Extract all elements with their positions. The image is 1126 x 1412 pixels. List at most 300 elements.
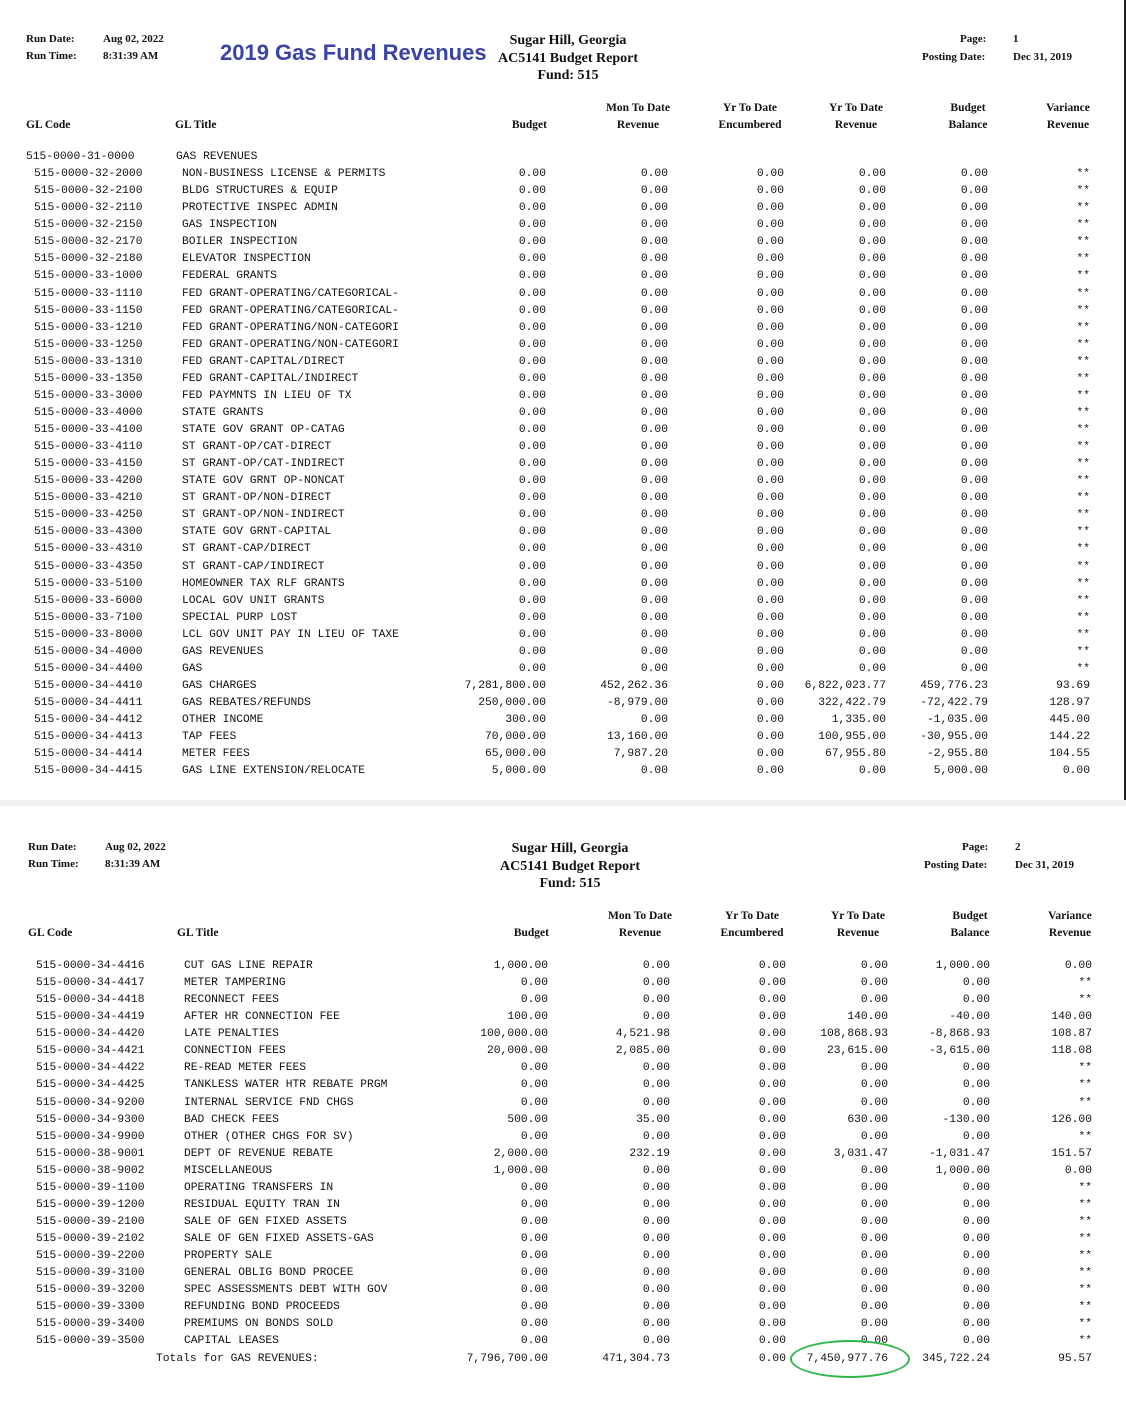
ytd-encumbered-cell: 0.00	[756, 236, 784, 249]
col-header-ytd-rev-line1: Yr To Date	[828, 102, 884, 114]
table-row	[0, 337, 1126, 354]
budget-balance-cell: 0.00	[960, 202, 988, 215]
gl-code-cell: 515-0000-33-7100	[34, 611, 143, 624]
table-row	[0, 746, 1126, 763]
variance-cell: **	[1076, 543, 1090, 556]
gl-title-cell: LOCAL GOV UNIT GRANTS	[182, 594, 325, 607]
col-header-gl-title: GL Title	[175, 119, 217, 131]
budget-cell: 70,000.00	[484, 731, 546, 744]
gl-code-cell: 515-0000-33-5100	[34, 577, 143, 590]
gl-code-cell: 515-0000-33-1310	[34, 355, 143, 368]
ytd-revenue-cell: 0.00	[858, 406, 886, 419]
mtd-revenue-cell: 0.00	[640, 543, 668, 556]
budget-cell: 0.00	[520, 1062, 548, 1075]
budget-balance-cell: 0.00	[960, 662, 988, 675]
budget-cell: 5,000.00	[491, 765, 546, 778]
table-row	[0, 1077, 1126, 1094]
ytd-encumbered-cell: 0.00	[758, 1164, 786, 1177]
col-header-ytd-enc-line1: Yr To Date	[724, 910, 780, 922]
variance-cell: **	[1076, 338, 1090, 351]
budget-cell: 0.00	[518, 219, 546, 232]
ytd-revenue-cell: 0.00	[860, 1318, 888, 1331]
col-header-budget: Budget	[513, 927, 549, 939]
col-header-mtd-line2: Revenue	[616, 119, 660, 131]
budget-balance-cell: 0.00	[962, 1301, 990, 1314]
ytd-revenue-cell: 0.00	[860, 1062, 888, 1075]
gl-title-cell: HOMEOWNER TAX RLF GRANTS	[182, 577, 345, 590]
gl-code-cell: 515-0000-34-4417	[36, 977, 145, 990]
mtd-revenue-cell: 0.00	[640, 287, 668, 300]
budget-balance-cell: 0.00	[960, 287, 988, 300]
ytd-revenue-cell: 0.00	[860, 994, 888, 1007]
budget-cell: 100,000.00	[480, 1028, 548, 1041]
gl-code-cell: 515-0000-33-4150	[34, 458, 143, 471]
ytd-encumbered-cell: 0.00	[758, 1096, 786, 1109]
gl-code-cell: 515-0000-34-4411	[34, 697, 143, 709]
ytd-revenue-cell: 322,422.79	[818, 697, 886, 709]
budget-cell: 65,000.00	[484, 748, 546, 761]
budget-cell: 250,000.00	[478, 697, 546, 709]
posting-date-label: Posting Date:	[924, 859, 988, 871]
ytd-revenue-cell: 1,335.00	[831, 714, 886, 727]
budget-cell: 0.00	[518, 202, 546, 215]
budget-balance-cell: -72,422.79	[920, 697, 988, 709]
ytd-revenue-cell: 0.00	[860, 1267, 888, 1280]
col-header-budget-balance	[918, 100, 1018, 134]
budget-balance-cell: 0.00	[960, 543, 988, 556]
gl-code-cell: 515-0000-38-9002	[36, 1164, 145, 1177]
gl-title-cell: GAS LINE EXTENSION/RELOCATE	[182, 765, 366, 778]
gl-title-cell: GENERAL OBLIG BOND PROCEE	[184, 1267, 354, 1280]
budget-cell: 0.00	[518, 424, 546, 436]
budget-cell: 0.00	[518, 321, 546, 334]
ytd-revenue-cell: 0.00	[858, 253, 886, 266]
gl-code-cell: 515-0000-34-4412	[34, 714, 143, 727]
ytd-encumbered-cell: 0.00	[756, 355, 784, 368]
gl-title-cell: SALE OF GEN FIXED ASSETS-GAS	[184, 1233, 374, 1245]
gl-title-cell: REFUNDING BOND PROCEEDS	[184, 1301, 340, 1314]
ytd-encumbered-cell: 0.00	[756, 628, 784, 641]
ytd-revenue-cell: 0.00	[858, 270, 886, 283]
col-header-mtd-line1: Mon To Date	[608, 910, 672, 922]
variance-cell: **	[1078, 1250, 1092, 1263]
budget-balance-cell: -130.00	[942, 1113, 990, 1126]
ytd-encumbered-cell: 0.00	[756, 577, 784, 590]
variance-cell: **	[1076, 321, 1090, 334]
budget-balance-cell: 0.00	[960, 509, 988, 522]
mtd-revenue-cell: 7,987.20	[613, 748, 668, 761]
ytd-encumbered-cell: 0.00	[758, 1301, 786, 1314]
variance-cell: **	[1078, 1096, 1092, 1109]
run-time-label: Run Time:	[28, 858, 79, 870]
table-row	[0, 456, 1126, 473]
variance-cell: 151.57	[1051, 1147, 1092, 1160]
ytd-revenue-cell: 0.00	[858, 645, 886, 658]
mtd-revenue-cell: 0.00	[642, 1267, 670, 1280]
mtd-revenue-cell: 0.00	[640, 372, 668, 385]
budget-cell: 20,000.00	[486, 1045, 548, 1058]
mtd-revenue-cell: 0.00	[642, 994, 670, 1007]
ytd-encumbered-cell: 0.00	[758, 1130, 786, 1143]
budget-cell: 0.00	[518, 236, 546, 249]
budget-cell: 0.00	[520, 1079, 548, 1092]
ytd-encumbered-cell: 0.00	[758, 1079, 786, 1092]
variance-cell: **	[1076, 628, 1090, 641]
ytd-revenue-cell: 0.00	[860, 1215, 888, 1228]
budget-cell: 0.00	[518, 560, 546, 573]
variance-cell: 93.69	[1056, 679, 1090, 692]
budget-balance-cell: 0.00	[962, 977, 990, 990]
table-row	[0, 422, 1126, 439]
ytd-encumbered-cell: 0.00	[756, 475, 784, 488]
budget-cell: 0.00	[518, 168, 546, 181]
budget-cell: 0.00	[518, 355, 546, 368]
gl-title-cell: DEPT OF REVENUE REBATE	[184, 1147, 334, 1160]
table-row	[0, 1043, 1126, 1060]
ytd-encumbered-cell: 0.00	[756, 372, 784, 385]
mtd-revenue-cell: 0.00	[642, 1233, 670, 1245]
mtd-revenue-cell: 0.00	[640, 458, 668, 471]
budget-balance-cell: 0.00	[960, 628, 988, 641]
budget-cell: 0.00	[520, 1130, 548, 1143]
gl-title-cell: FED GRANT-OPERATING/CATEGORICAL-	[182, 287, 399, 300]
variance-cell: **	[1076, 475, 1090, 488]
mtd-revenue-cell: 0.00	[640, 253, 668, 266]
mtd-revenue-cell: 0.00	[640, 355, 668, 368]
col-header-budget: Budget	[511, 119, 547, 131]
budget-cell: 0.00	[518, 577, 546, 590]
col-header-ytd-encumbered	[702, 908, 802, 942]
mtd-revenue-cell: 452,262.36	[600, 679, 668, 692]
budget-cell: 0.00	[518, 253, 546, 266]
budget-cell: 300.00	[505, 714, 546, 727]
totals-label: Totals for GAS REVENUES:	[156, 1353, 319, 1365]
col-header-mtd	[590, 908, 690, 942]
ytd-encumbered-cell: 0.00	[756, 338, 784, 351]
table-row	[0, 729, 1126, 746]
gl-title-cell: METER FEES	[182, 748, 250, 761]
budget-balance-cell: 0.00	[962, 1062, 990, 1075]
gl-code-cell: 515-0000-34-9300	[36, 1113, 145, 1126]
gl-code-cell: 515-0000-32-2000	[34, 168, 143, 181]
variance-cell: **	[1076, 168, 1090, 181]
table-row	[0, 149, 1126, 166]
budget-balance-cell: 0.00	[962, 1096, 990, 1109]
col-header-ytd-rev-line1: Yr To Date	[830, 910, 886, 922]
variance-cell: **	[1076, 509, 1090, 522]
variance-cell: **	[1078, 1318, 1092, 1331]
budget-cell: 0.00	[520, 1284, 548, 1297]
budget-balance-cell: 459,776.23	[920, 679, 988, 692]
gl-title-cell: FED PAYMNTS IN LIEU OF TX	[182, 389, 352, 402]
ytd-revenue-cell: 67,955.80	[824, 748, 886, 761]
table-row	[0, 234, 1126, 251]
totals-ytd-revenue: 7,450,977.76	[806, 1353, 888, 1365]
gl-title-cell: LATE PENALTIES	[184, 1028, 279, 1041]
gl-title-cell: TAP FEES	[182, 731, 237, 744]
gl-title-cell: STATE GOV GRNT OP-NONCAT	[182, 475, 345, 488]
budget-cell: 0.00	[518, 338, 546, 351]
ytd-revenue-cell: 0.00	[860, 1181, 888, 1194]
table-row	[0, 1248, 1126, 1265]
mtd-revenue-cell: 0.00	[640, 236, 668, 249]
ytd-encumbered-cell: 0.00	[756, 526, 784, 539]
table-row	[0, 166, 1126, 183]
report-title: 2019 Gas Fund Revenues	[220, 40, 487, 65]
gl-title-cell: GAS	[182, 662, 203, 675]
mtd-revenue-cell: 0.00	[640, 475, 668, 488]
ytd-revenue-cell: 0.00	[860, 1233, 888, 1245]
variance-cell: **	[1076, 611, 1090, 624]
budget-cell: 0.00	[518, 662, 546, 675]
gl-title-cell: ST GRANT-OP/NON-INDIRECT	[182, 509, 345, 522]
mtd-revenue-cell: 0.00	[642, 1198, 670, 1211]
table-row	[0, 712, 1126, 729]
budget-cell: 0.00	[518, 492, 546, 505]
ytd-revenue-cell: 0.00	[858, 594, 886, 607]
run-date-value: Aug 02, 2022	[105, 841, 166, 853]
mtd-revenue-cell: 0.00	[642, 1301, 670, 1314]
variance-cell: **	[1078, 1301, 1092, 1314]
gl-code-cell: 515-0000-32-2100	[34, 185, 143, 198]
ytd-encumbered-cell: 0.00	[758, 1318, 786, 1331]
posting-date-value: Dec 31, 2019	[1013, 51, 1072, 63]
run-time-value: 8:31:39 AM	[103, 50, 159, 62]
gl-title-cell: CAPITAL LEASES	[184, 1335, 279, 1348]
mtd-revenue-cell: 0.00	[640, 765, 668, 778]
mtd-revenue-cell: -8,979.00	[606, 697, 668, 709]
gl-title-cell: PROPERTY SALE	[184, 1250, 273, 1263]
run-time-label: Run Time:	[26, 50, 77, 62]
gl-code-cell: 515-0000-32-2150	[34, 219, 143, 232]
totals-variance: 95.57	[1058, 1353, 1092, 1365]
gl-code-cell: 515-0000-33-3000	[34, 389, 143, 402]
ytd-revenue-cell: 0.00	[858, 219, 886, 232]
variance-cell: **	[1076, 458, 1090, 471]
budget-balance-cell: 0.00	[960, 475, 988, 488]
budget-cell: 0.00	[518, 287, 546, 300]
budget-balance-cell: 0.00	[960, 355, 988, 368]
budget-balance-cell: 0.00	[962, 1233, 990, 1245]
budget-balance-cell: -3,615.00	[928, 1045, 990, 1058]
budget-balance-cell: 1,000.00	[935, 960, 990, 972]
budget-balance-cell: 0.00	[960, 321, 988, 334]
ytd-revenue-cell: 3,031.47	[833, 1147, 888, 1160]
ytd-revenue-cell: 108,868.93	[820, 1028, 888, 1041]
posting-date-label: Posting Date:	[922, 51, 986, 63]
mtd-revenue-cell: 2,085.00	[615, 1045, 670, 1058]
table-row	[0, 1112, 1126, 1129]
mtd-revenue-cell: 0.00	[640, 611, 668, 624]
mtd-revenue-cell: 0.00	[640, 628, 668, 641]
variance-cell: **	[1076, 355, 1090, 368]
ytd-revenue-cell: 0.00	[858, 424, 886, 436]
table-row	[0, 593, 1126, 610]
ytd-encumbered-cell: 0.00	[756, 441, 784, 454]
ytd-encumbered-cell: 0.00	[756, 594, 784, 607]
variance-cell: **	[1076, 219, 1090, 232]
col-header-gl-title: GL Title	[177, 927, 219, 939]
fund-label: Fund: 515	[537, 68, 599, 83]
budget-cell: 0.00	[518, 543, 546, 556]
budget-balance-cell: 0.00	[960, 645, 988, 658]
budget-balance-cell: 0.00	[960, 406, 988, 419]
gl-title-cell: MISCELLANEOUS	[184, 1164, 273, 1177]
page-number: 2	[1015, 841, 1021, 853]
ytd-encumbered-cell: 0.00	[756, 765, 784, 778]
budget-cell: 0.00	[518, 270, 546, 283]
variance-cell: **	[1076, 662, 1090, 675]
table-row	[0, 354, 1126, 371]
gl-code-cell: 515-0000-32-2110	[34, 202, 143, 215]
mtd-revenue-cell: 0.00	[640, 321, 668, 334]
run-date-label: Run Date:	[28, 841, 77, 853]
ytd-encumbered-cell: 0.00	[756, 270, 784, 283]
variance-cell: **	[1076, 389, 1090, 402]
variance-cell: **	[1076, 236, 1090, 249]
totals-ytd-encumbered: 0.00	[758, 1353, 786, 1365]
gl-title-cell: STATE GOV GRNT-CAPITAL	[182, 526, 332, 539]
table-row	[0, 1163, 1126, 1180]
mtd-revenue-cell: 0.00	[640, 389, 668, 402]
ytd-revenue-cell: 0.00	[860, 977, 888, 990]
ytd-revenue-cell: 0.00	[858, 543, 886, 556]
gl-code-cell: 515-0000-33-4350	[34, 560, 143, 573]
ytd-revenue-cell: 0.00	[858, 611, 886, 624]
gl-title-cell: BOILER INSPECTION	[182, 236, 298, 249]
ytd-revenue-cell: 630.00	[847, 1113, 888, 1126]
totals-budget: 7,796,700.00	[466, 1353, 548, 1365]
col-header-bal-line1: Budget	[950, 102, 986, 114]
ytd-revenue-cell: 0.00	[860, 1079, 888, 1092]
budget-cell: 0.00	[518, 509, 546, 522]
table-row	[0, 303, 1126, 320]
ytd-revenue-cell: 0.00	[858, 628, 886, 641]
mtd-revenue-cell: 0.00	[640, 270, 668, 283]
ytd-encumbered-cell: 0.00	[756, 714, 784, 727]
variance-cell: 0.00	[1064, 960, 1092, 972]
gl-title-cell: PREMIUMS ON BONDS SOLD	[184, 1318, 334, 1331]
gl-code-cell: 515-0000-34-4416	[36, 960, 145, 972]
table-row	[0, 490, 1126, 507]
ytd-encumbered-cell: 0.00	[758, 1062, 786, 1075]
mtd-revenue-cell: 0.00	[642, 960, 670, 972]
gl-code-cell: 515-0000-34-4419	[36, 1011, 145, 1024]
totals-row	[0, 1351, 1126, 1368]
table-row	[0, 183, 1126, 200]
budget-balance-cell: 0.00	[962, 994, 990, 1007]
budget-balance-cell: 0.00	[960, 236, 988, 249]
gl-title-cell: CUT GAS LINE REPAIR	[184, 960, 313, 972]
gl-code-cell: 515-0000-39-2102	[36, 1233, 145, 1245]
mtd-revenue-cell: 35.00	[636, 1113, 670, 1126]
mtd-revenue-cell: 0.00	[642, 1250, 670, 1263]
col-header-var-line2: Revenue	[1048, 927, 1092, 939]
ytd-encumbered-cell: 0.00	[758, 1028, 786, 1041]
gl-title-cell: ELEVATOR INSPECTION	[182, 253, 311, 266]
budget-balance-cell: 0.00	[962, 1267, 990, 1280]
table-row	[0, 217, 1126, 234]
col-header-ytd-encumbered	[700, 100, 800, 134]
gl-title-cell: NON-BUSINESS LICENSE & PERMITS	[182, 168, 386, 181]
budget-cell: 500.00	[507, 1113, 548, 1126]
ytd-encumbered-cell: 0.00	[756, 304, 784, 317]
gl-title-cell: LCL GOV UNIT PAY IN LIEU OF TAXE	[182, 628, 399, 641]
variance-cell: **	[1078, 1233, 1092, 1245]
table-row	[0, 439, 1126, 456]
budget-cell: 1,000.00	[493, 960, 548, 972]
table-row	[0, 251, 1126, 268]
variance-cell: **	[1076, 526, 1090, 539]
gl-title-cell: SPECIAL PURP LOST	[182, 611, 298, 624]
gl-title-cell: INTERNAL SERVICE FND CHGS	[184, 1096, 354, 1109]
table-row	[0, 1316, 1126, 1333]
table-row	[0, 627, 1126, 644]
budget-cell: 7,281,800.00	[464, 679, 546, 692]
ytd-revenue-cell: 0.00	[858, 168, 886, 181]
table-row	[0, 200, 1126, 217]
budget-balance-cell: 0.00	[962, 1250, 990, 1263]
gl-code-cell: 515-0000-31-0000	[26, 151, 135, 163]
variance-cell: **	[1078, 1267, 1092, 1280]
gl-code-cell: 515-0000-33-1350	[34, 372, 143, 385]
mtd-revenue-cell: 0.00	[640, 509, 668, 522]
gl-code-cell: 515-0000-33-8000	[34, 628, 143, 641]
ytd-encumbered-cell: 0.00	[756, 560, 784, 573]
variance-cell: **	[1076, 441, 1090, 454]
table-row	[0, 1197, 1126, 1214]
ytd-revenue-cell: 0.00	[858, 304, 886, 317]
mtd-revenue-cell: 4,521.98	[615, 1028, 670, 1041]
mtd-revenue-cell: 0.00	[640, 594, 668, 607]
table-row	[0, 1146, 1126, 1163]
budget-cell: 2,000.00	[493, 1147, 548, 1160]
variance-cell: **	[1078, 1079, 1092, 1092]
gl-title-cell: GAS REVENUES	[182, 645, 264, 658]
variance-cell: 104.55	[1049, 748, 1090, 761]
page-label: Page:	[962, 841, 989, 853]
ytd-revenue-cell: 23,615.00	[826, 1045, 888, 1058]
gl-code-cell: 515-0000-34-9200	[36, 1096, 145, 1109]
gl-code-cell: 515-0000-33-6000	[34, 594, 143, 607]
budget-cell: 0.00	[520, 1215, 548, 1228]
ytd-revenue-cell: 0.00	[858, 321, 886, 334]
ytd-revenue-cell: 0.00	[858, 202, 886, 215]
gl-code-cell: 515-0000-34-4415	[34, 765, 143, 778]
col-header-ytd-revenue	[808, 908, 908, 942]
ledger-table-page-2	[0, 958, 1126, 1350]
ytd-encumbered-cell: 0.00	[758, 1147, 786, 1160]
ytd-revenue-cell: 0.00	[860, 1284, 888, 1297]
gl-code-cell: 515-0000-39-3100	[36, 1267, 145, 1280]
budget-balance-cell: 0.00	[960, 441, 988, 454]
gl-code-cell: 515-0000-38-9001	[36, 1147, 145, 1160]
ytd-encumbered-cell: 0.00	[758, 1267, 786, 1280]
table-row	[0, 1026, 1126, 1043]
ytd-encumbered-cell: 0.00	[758, 1045, 786, 1058]
gl-title-cell: GAS REBATES/REFUNDS	[182, 697, 311, 709]
ytd-encumbered-cell: 0.00	[758, 1250, 786, 1263]
variance-cell: **	[1076, 492, 1090, 505]
gl-code-cell: 515-0000-39-2200	[36, 1250, 145, 1263]
gl-title-cell: AFTER HR CONNECTION FEE	[184, 1011, 340, 1024]
ytd-revenue-cell: 0.00	[858, 560, 886, 573]
gl-code-cell: 515-0000-32-2170	[34, 236, 143, 249]
variance-cell: **	[1076, 270, 1090, 283]
mtd-revenue-cell: 0.00	[640, 714, 668, 727]
gl-code-cell: 515-0000-34-4420	[36, 1028, 145, 1041]
mtd-revenue-cell: 0.00	[640, 526, 668, 539]
